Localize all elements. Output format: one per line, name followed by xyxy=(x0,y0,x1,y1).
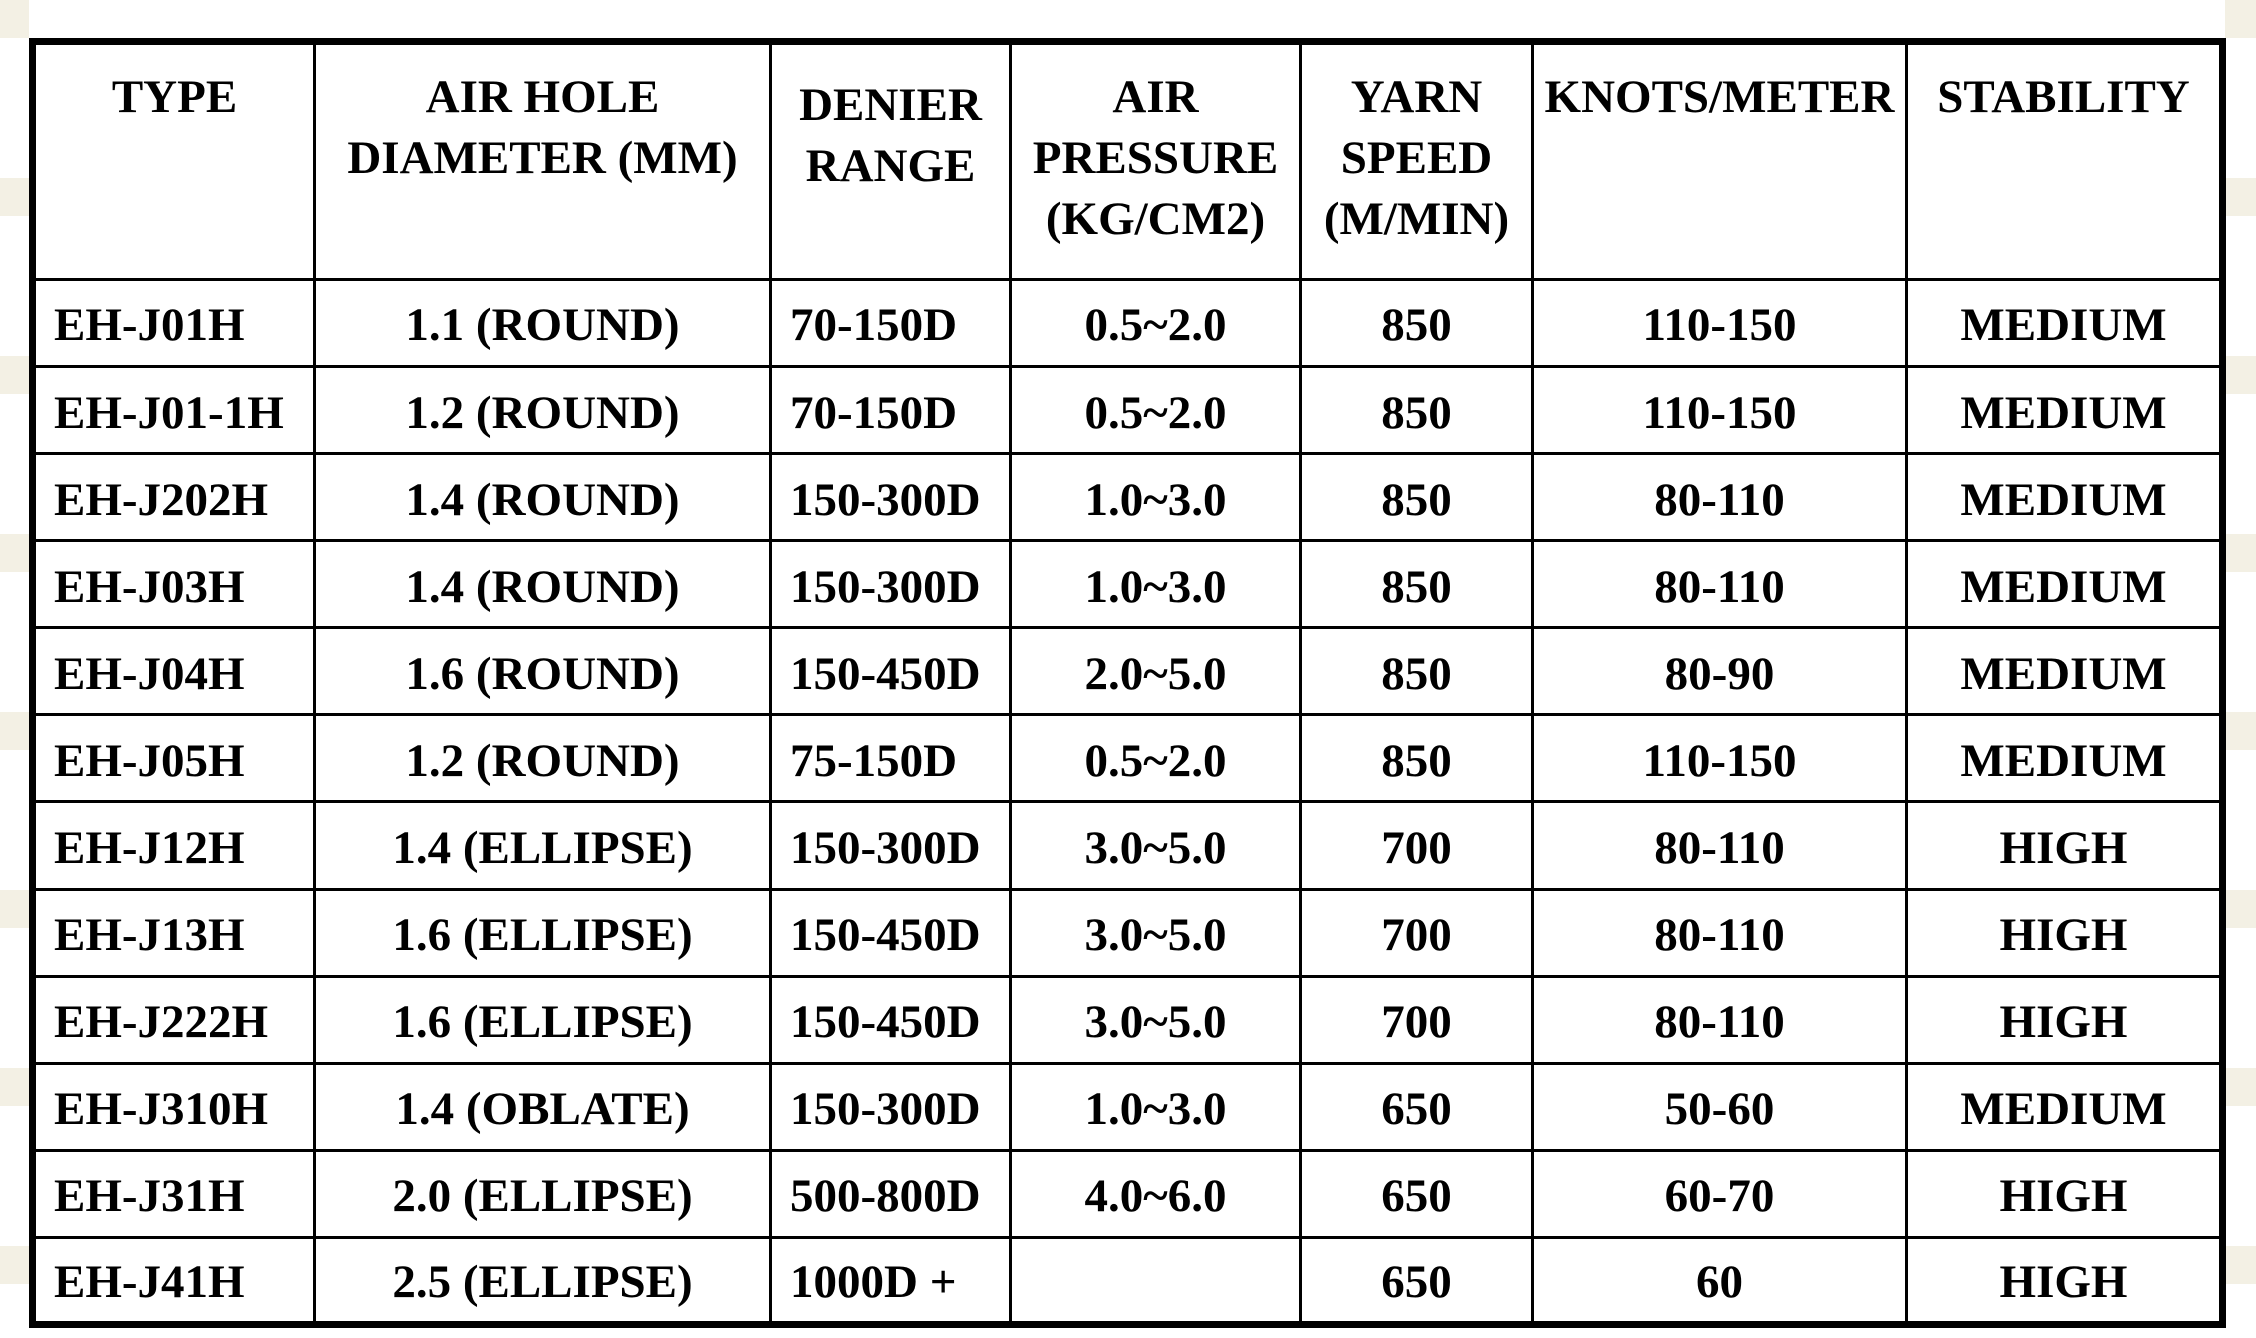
cell-knots-per-meter: 80-110 xyxy=(1533,454,1907,541)
cell-type: EH-J03H xyxy=(33,541,315,628)
header-type-line: TYPE xyxy=(111,71,238,123)
cell-air-pressure: 1.0~3.0 xyxy=(1011,541,1301,628)
cell-air-pressure: 0.5~2.0 xyxy=(1011,715,1301,802)
cell-yarn-speed: 850 xyxy=(1301,541,1533,628)
cell-yarn-speed: 700 xyxy=(1301,976,1533,1063)
table-row xyxy=(33,454,2223,541)
cell-air-hole-diameter: 1.4 (OBLATE) xyxy=(315,1063,771,1150)
header-row xyxy=(33,42,2223,280)
cell-yarn-speed: 850 xyxy=(1301,715,1533,802)
header-air-hole-diameter xyxy=(315,42,771,280)
header-air-pressure-line: AIR xyxy=(1112,71,1199,123)
cell-air-hole-diameter: 1.6 (ELLIPSE) xyxy=(315,976,771,1063)
header-air-hole-diameter-line: AIR HOLE xyxy=(425,71,660,123)
specification-table xyxy=(29,38,2226,1328)
cell-air-pressure: 1.0~3.0 xyxy=(1011,1063,1301,1150)
cell-air-pressure: 3.0~5.0 xyxy=(1011,976,1301,1063)
cell-denier-range: 150-450D xyxy=(771,889,1011,976)
cell-type: EH-J31H xyxy=(33,1150,315,1237)
cell-denier-range: 75-150D xyxy=(771,715,1011,802)
cell-knots-per-meter: 110-150 xyxy=(1533,280,1907,367)
cell-type: EH-J202H xyxy=(33,454,315,541)
cell-denier-range: 150-300D xyxy=(771,541,1011,628)
cell-denier-range: 500-800D xyxy=(771,1150,1011,1237)
table-row xyxy=(33,1150,2223,1237)
cell-yarn-speed: 700 xyxy=(1301,802,1533,889)
cell-denier-range: 150-450D xyxy=(771,976,1011,1063)
cell-denier-range: 150-450D xyxy=(771,628,1011,715)
cell-air-hole-diameter: 2.0 (ELLIPSE) xyxy=(315,1150,771,1237)
cell-air-hole-diameter: 1.6 (ROUND) xyxy=(315,628,771,715)
cell-type: EH-J01-1H xyxy=(33,367,315,454)
table-row xyxy=(33,802,2223,889)
cell-denier-range: 70-150D xyxy=(771,280,1011,367)
cell-stability: MEDIUM xyxy=(1907,454,2223,541)
cell-knots-per-meter: 80-110 xyxy=(1533,541,1907,628)
cell-yarn-speed: 850 xyxy=(1301,454,1533,541)
header-yarn-speed-line: SPEED xyxy=(1340,132,1493,185)
cell-denier-range: 150-300D xyxy=(771,1063,1011,1150)
header-stability-line: STABILITY xyxy=(1937,71,2190,123)
cell-knots-per-meter: 60 xyxy=(1533,1237,1907,1324)
header-type xyxy=(33,42,315,280)
cell-air-pressure: 2.0~5.0 xyxy=(1011,628,1301,715)
cell-yarn-speed: 850 xyxy=(1301,628,1533,715)
cell-stability: MEDIUM xyxy=(1907,628,2223,715)
cell-denier-range: 150-300D xyxy=(771,454,1011,541)
header-air-hole-diameter-line: DIAMETER (MM) xyxy=(347,132,738,185)
cell-knots-per-meter: 50-60 xyxy=(1533,1063,1907,1150)
cell-type: EH-J05H xyxy=(33,715,315,802)
cell-type: EH-J01H xyxy=(33,280,315,367)
cell-air-hole-diameter: 1.4 (ROUND) xyxy=(315,541,771,628)
cell-yarn-speed: 700 xyxy=(1301,889,1533,976)
header-denier-range xyxy=(771,42,1011,280)
cell-air-hole-diameter: 1.1 (ROUND) xyxy=(315,280,771,367)
table-row xyxy=(33,889,2223,976)
cell-knots-per-meter: 110-150 xyxy=(1533,367,1907,454)
cell-yarn-speed: 850 xyxy=(1301,367,1533,454)
cell-stability: MEDIUM xyxy=(1907,1063,2223,1150)
table-body xyxy=(33,280,2223,1325)
cell-air-hole-diameter: 1.4 (ROUND) xyxy=(315,454,771,541)
cell-stability: MEDIUM xyxy=(1907,367,2223,454)
cell-stability: HIGH xyxy=(1907,976,2223,1063)
header-knots-per-meter-line: KNOTS/METER xyxy=(1544,71,1895,123)
cell-stability: HIGH xyxy=(1907,802,2223,889)
header-knots-per-meter xyxy=(1533,42,1907,280)
cell-stability: MEDIUM xyxy=(1907,280,2223,367)
header-denier-range-line: RANGE xyxy=(805,140,976,193)
cell-air-pressure xyxy=(1011,1237,1301,1324)
cell-air-pressure: 3.0~5.0 xyxy=(1011,802,1301,889)
cell-knots-per-meter: 80-90 xyxy=(1533,628,1907,715)
cell-yarn-speed: 850 xyxy=(1301,280,1533,367)
table-header xyxy=(33,42,2223,280)
header-denier-range-line: DENIER xyxy=(799,79,982,131)
cell-knots-per-meter: 80-110 xyxy=(1533,802,1907,889)
cell-type: EH-J310H xyxy=(33,1063,315,1150)
cell-yarn-speed: 650 xyxy=(1301,1237,1533,1324)
cell-yarn-speed: 650 xyxy=(1301,1063,1533,1150)
cell-knots-per-meter: 60-70 xyxy=(1533,1150,1907,1237)
cell-type: EH-J12H xyxy=(33,802,315,889)
header-yarn-speed-line: (M/MIN) xyxy=(1323,193,1510,246)
cell-denier-range: 150-300D xyxy=(771,802,1011,889)
table-row xyxy=(33,1237,2223,1324)
cell-type: EH-J13H xyxy=(33,889,315,976)
cell-knots-per-meter: 80-110 xyxy=(1533,976,1907,1063)
cell-knots-per-meter: 80-110 xyxy=(1533,889,1907,976)
table-row xyxy=(33,715,2223,802)
cell-air-hole-diameter: 1.2 (ROUND) xyxy=(315,367,771,454)
table-row xyxy=(33,1063,2223,1150)
cell-stability: HIGH xyxy=(1907,1237,2223,1324)
header-yarn-speed-line: YARN xyxy=(1350,71,1483,123)
cell-air-hole-diameter: 1.6 (ELLIPSE) xyxy=(315,889,771,976)
table-row xyxy=(33,628,2223,715)
table-row xyxy=(33,280,2223,367)
cell-knots-per-meter: 110-150 xyxy=(1533,715,1907,802)
table-row xyxy=(33,367,2223,454)
header-stability xyxy=(1907,42,2223,280)
header-air-pressure-line: (KG/CM2) xyxy=(1045,193,1266,246)
cell-air-pressure: 3.0~5.0 xyxy=(1011,889,1301,976)
header-air-pressure xyxy=(1011,42,1301,280)
cell-air-hole-diameter: 1.4 (ELLIPSE) xyxy=(315,802,771,889)
cell-type: EH-J41H xyxy=(33,1237,315,1324)
cell-stability: HIGH xyxy=(1907,1150,2223,1237)
cell-stability: MEDIUM xyxy=(1907,715,2223,802)
cell-air-pressure: 1.0~3.0 xyxy=(1011,454,1301,541)
header-air-pressure-line: PRESSURE xyxy=(1032,132,1279,185)
cell-air-pressure: 0.5~2.0 xyxy=(1011,367,1301,454)
cell-stability: HIGH xyxy=(1907,889,2223,976)
table-row xyxy=(33,541,2223,628)
cell-type: EH-J222H xyxy=(33,976,315,1063)
cell-denier-range: 1000D + xyxy=(771,1237,1011,1324)
cell-air-hole-diameter: 2.5 (ELLIPSE) xyxy=(315,1237,771,1324)
cell-air-hole-diameter: 1.2 (ROUND) xyxy=(315,715,771,802)
cell-yarn-speed: 650 xyxy=(1301,1150,1533,1237)
table-row xyxy=(33,976,2223,1063)
cell-stability: MEDIUM xyxy=(1907,541,2223,628)
cell-air-pressure: 0.5~2.0 xyxy=(1011,280,1301,367)
cell-air-pressure: 4.0~6.0 xyxy=(1011,1150,1301,1237)
header-yarn-speed xyxy=(1301,42,1533,280)
cell-denier-range: 70-150D xyxy=(771,367,1011,454)
cell-type: EH-J04H xyxy=(33,628,315,715)
